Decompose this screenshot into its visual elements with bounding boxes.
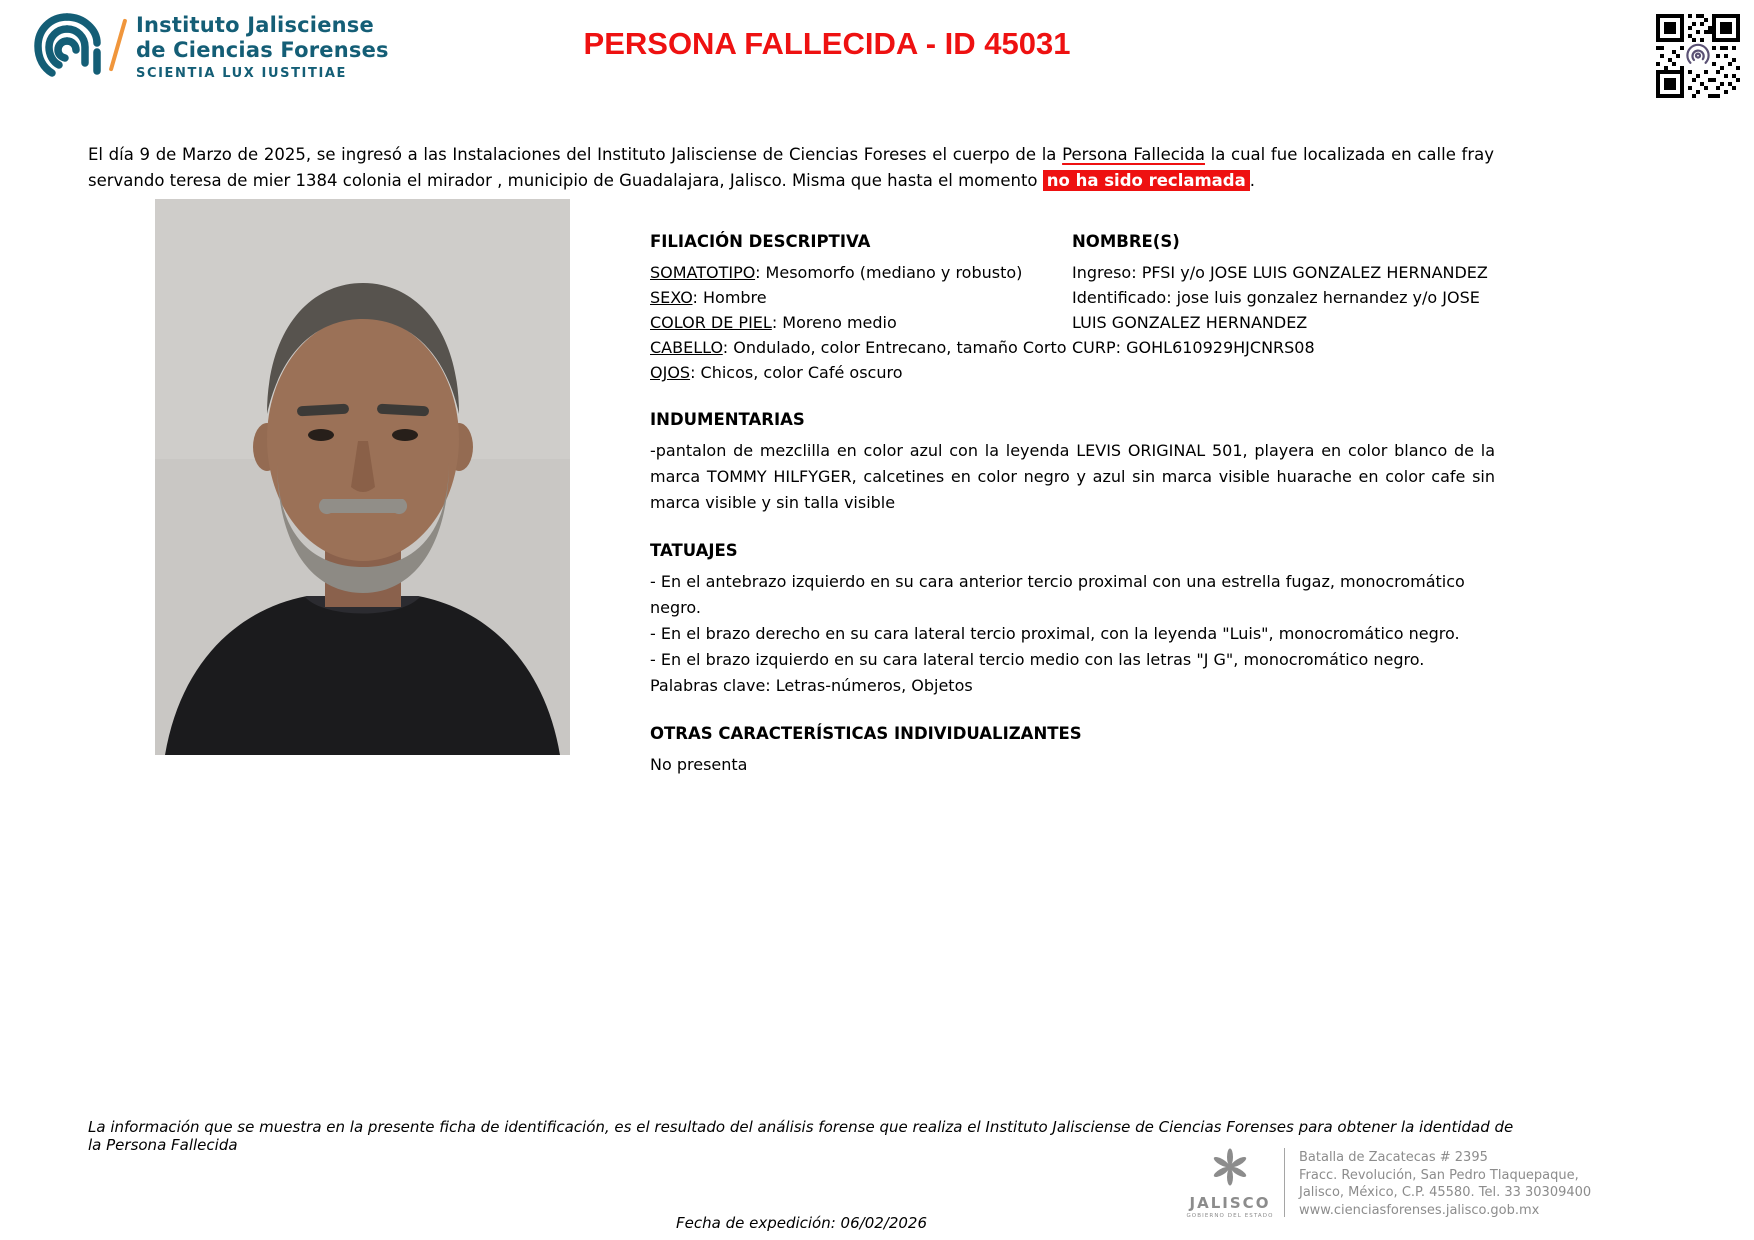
filiacion-nombres-row — [650, 232, 1495, 385]
org-motto: SCIENTIA LUX IUSTITIAE — [136, 66, 348, 81]
address-line: Jalisco, México, C.P. 45580. Tel. 33 30309400 — [1299, 1185, 1592, 1200]
page-title: PERSONA FALLECIDA - ID 45031 — [583, 26, 1071, 61]
footer-disclaimer: La información que se muestra en la presente ficha de identificación, es el resultado del análisis forense que realiza el Instituto Jalisciense de Ciencias Forenses para obtener la identidad de la Persona Fallecida — [88, 1118, 1514, 1154]
filiacion-column — [650, 232, 1072, 385]
tatuaje-item: - En el brazo izquierdo en su cara lateral tercio medio con las letras "J G", monocromático negro. — [650, 650, 1425, 669]
jalisco-label: JALISCO — [1189, 1194, 1271, 1212]
government-footer-block — [1186, 1146, 1591, 1219]
jalisco-emblem-icon — [1207, 1146, 1253, 1192]
indumentarias-section — [650, 410, 1495, 516]
filiacion-item-ojos: OJOS: Chicos, color Café oscuro — [650, 363, 903, 382]
intro-text-2: la cual fue localizada en calle fray servando teresa de mier 1384 colonia el mirador , municipio de Guadalajara, Jalisco. Misma que hasta el momento — [88, 145, 1495, 190]
intro-text-1: El día 9 de Marzo de 2025, se ingresó a las Instalaciones del Instituto Jalisciense de Ciencias Foreses el cuerpo de la — [88, 145, 1063, 164]
nombres-title: NOMBRE(S) — [1072, 232, 1180, 251]
tatuajes-list — [650, 569, 1495, 699]
ijcf-brand — [30, 6, 389, 84]
jalisco-government-logo — [1186, 1146, 1274, 1219]
expedition-date: Fecha de expedición: 06/02/2026 — [676, 1214, 928, 1232]
tatuajes-palabras-clave: Palabras clave: Letras-números, Objetos — [650, 676, 973, 695]
brand-text — [136, 9, 389, 81]
qr-code — [1656, 14, 1740, 98]
intro-paragraph — [88, 142, 1494, 194]
intro-highlight-phrase: no ha sido reclamada — [1043, 170, 1250, 191]
nombre-curp: CURP: GOHL610929HJCNRS08 — [1072, 338, 1315, 357]
nombre-identificado: Identificado: jose luis gonzalez hernandez y/o JOSE LUIS GONZALEZ HERNANDEZ — [1072, 288, 1480, 332]
filiacion-list — [650, 260, 1072, 385]
deceased-photo — [155, 199, 570, 755]
brand-divider-slash — [109, 18, 128, 71]
address-line: Fracc. Revolución, San Pedro Tlaquepaque, — [1299, 1167, 1579, 1183]
address-line: Batalla de Zacatecas # 2395 — [1299, 1150, 1488, 1165]
indumentarias-text: -pantalon de mezclilla en color azul con la leyenda LEVIS ORIGINAL 501, playera en color blanco de la marca TOMMY HILFYGER, calcetines en color negro y azul sin marca visible huarache en color cafe sin marca visible y sin talla visible — [650, 441, 1495, 512]
gobierno-del-estado-label: GOBIERNO DEL ESTADO — [1186, 1213, 1274, 1219]
org-name-line1: Instituto Jalisciense — [136, 13, 374, 37]
nombre-ingreso: Ingreso: PFSI y/o JOSE LUIS GONZALEZ HERNANDEZ — [1072, 263, 1488, 282]
filiacion-item-sexo: SEXO: Hombre — [650, 288, 767, 307]
tatuajes-title: TATUAJES — [650, 541, 738, 560]
filiacion-item-somatotipo: SOMATOTIPO: Mesomorfo (mediano y robusto) — [650, 263, 1023, 282]
intro-underlined-phrase: Persona Fallecida — [1062, 145, 1205, 164]
otras-caracteristicas-text: No presenta — [650, 755, 748, 774]
intro-text-3: . — [1249, 171, 1256, 190]
filiacion-title: FILIACIÓN DESCRIPTIVA — [650, 232, 871, 251]
otras-caracteristicas-title: OTRAS CARACTERÍSTICAS INDIVIDUALIZANTES — [650, 724, 1082, 743]
tatuajes-section — [650, 541, 1495, 699]
institute-website: www.cienciasforenses.jalisco.gob.mx — [1299, 1202, 1540, 1218]
tatuaje-item: - En el antebrazo izquierdo en su cara anterior tercio proximal con una estrella fugaz, monocromático negro. — [650, 572, 1465, 617]
portrait-placeholder — [155, 199, 570, 755]
nombres-column — [1072, 232, 1495, 385]
filiacion-item-cabello: CABELLO: Ondulado, color Entrecano, tamaño Corto — [650, 338, 1067, 357]
details-section — [650, 225, 1495, 778]
org-name-line2: de Ciencias Forenses — [136, 38, 389, 62]
fingerprint-logo-icon — [30, 6, 106, 84]
indumentarias-title: INDUMENTARIAS — [650, 410, 805, 429]
otras-caracteristicas-section — [650, 724, 1495, 778]
footer-divider — [1284, 1148, 1285, 1217]
nombres-list — [1072, 260, 1495, 360]
institute-address — [1299, 1146, 1591, 1219]
filiacion-item-color-de-piel: COLOR DE PIEL: Moreno medio — [650, 313, 897, 332]
tatuaje-item: - En el brazo derecho en su cara lateral tercio proximal, con la leyenda "Luis", monocromático negro. — [650, 624, 1460, 643]
